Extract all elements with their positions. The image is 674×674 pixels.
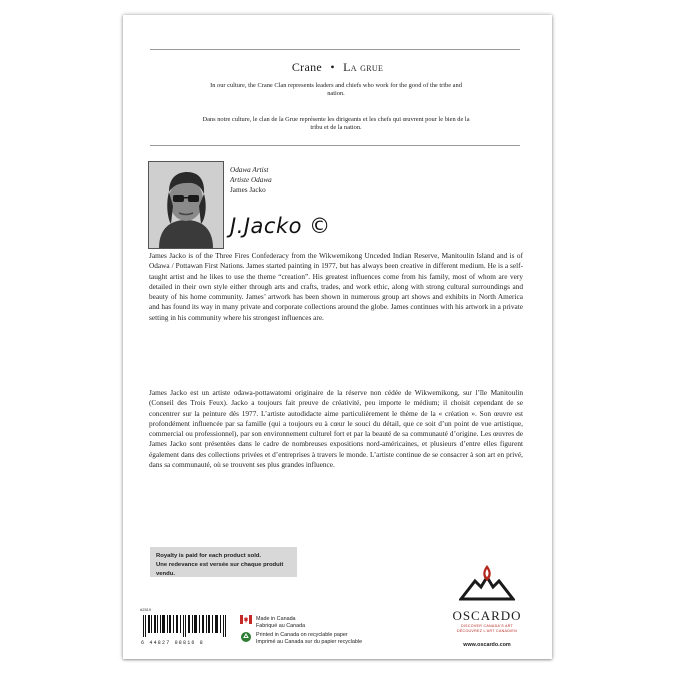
artist-signature: J.Jacko © xyxy=(230,214,331,238)
title-en: Crane xyxy=(291,60,322,74)
artist-role-en: Odawa Artist xyxy=(230,166,269,174)
royalty-fr: Une redevance est versée sur chaque produit vendu. xyxy=(156,562,284,577)
royalty-box xyxy=(150,547,297,577)
artist-name: James Jacko xyxy=(230,186,266,194)
barcode xyxy=(141,615,229,646)
portrait-photo xyxy=(148,161,224,249)
oscardo-logo-icon xyxy=(459,563,515,601)
sku-number: #2519 xyxy=(140,607,152,612)
title-fr: La grue xyxy=(343,60,384,74)
top-divider xyxy=(150,49,520,50)
title-separator: • xyxy=(330,60,335,74)
barcode-digits: 6 44827 08816 8 xyxy=(141,640,205,646)
recycled-en: Printed in Canada on recyclable paper xyxy=(256,632,348,638)
portrait-photo-icon xyxy=(149,162,223,248)
made-en: Made in Canada xyxy=(256,616,296,622)
royalty-en: Royalty is paid for each product sold. xyxy=(156,553,262,559)
brand-url[interactable]: www.oscardo.com xyxy=(463,642,511,648)
intro-fr: Dans notre culture, le clan de la Grue représente les dirigeants et les chefs qui œuvrent pour le bien de la tribu et de la nation. xyxy=(202,116,470,132)
recycle-icon xyxy=(241,632,251,642)
made-in-canada xyxy=(256,616,305,629)
recycled-fr: Imprimé au Canada sur du papier recyclable xyxy=(256,638,363,645)
brand-name: OSCARDO xyxy=(452,608,522,623)
recyclable-notice xyxy=(256,632,362,645)
artist-role-fr: Artiste Odawa xyxy=(230,176,272,184)
artist-info xyxy=(230,165,272,195)
oscardo-logo xyxy=(443,563,531,648)
brand-tagline-fr: DÉCOUVREZ L'ART CANADIEN xyxy=(456,629,518,633)
card-title xyxy=(123,60,552,75)
bio-en: James Jacko is of the Three Fires Confederacy from the Wikwemikong Unceded Indian Reserve, Manitoulin Island and is of Odawa / Pottawan First Nations. James started painting in 1977, but has always been creative in different medium. He is a self-taught artist and he likes to use the theme “creation”. His greatest influences come from his family, most of whom are very detailed in their own style either through arts and crafts, trades, and work ethic, along with strong cultural surroundings and beauty of his home community. James’ artwork has been shown in numerous group art shows and exhibits in North America and has found its way in many private and corporate collections around the globe. James continues with his artwork in a private setting in his community where his strongest influences are. xyxy=(149,251,523,322)
maple-leaf-icon xyxy=(240,615,252,624)
intro-en: In our culture, the Crane Clan represents leaders and chiefs who work for the good of the tribe and nation. xyxy=(210,82,462,98)
brand-tagline-en: DISCOVER CANADA'S ART xyxy=(460,624,514,628)
bio-fr: James Jacko est un artiste odawa-pottawatomi originaire de la réserve non cédée de Wikwemikong, sur l’île Manitoulin (Conseil des Trois Feux). Jacko a toujours fait preuve de créativité, peu importe le médium; il choisit cependant de se concentrer sur la peinture dès 1977. L’artiste autodidacte aime particulièrement le thème de la « création ». Son œuvre est profondément influencée par sa famille (qui a toujours eu à cœur le souci du détail, que ce soit d’un point de vue artistique, commercial ou professionnel), par son environnement culturel fort et par la beauté de sa communauté d’origine. Les œuvres de James Jacko sont présentées dans le cadre de nombreuses expositions nord-américaines, et plusieurs d’entre elles figurent également dans des collections privées et d’entreprises à travers le monde. L’artiste continue de se consacrer à son art en privé, dans sa communauté, où se trouvent ses plus grandes influence. xyxy=(149,388,523,470)
card-back xyxy=(123,15,552,659)
barcode-bars-icon xyxy=(141,615,229,637)
made-fr: Fabriqué au Canada xyxy=(256,622,306,629)
middle-divider xyxy=(150,145,520,146)
